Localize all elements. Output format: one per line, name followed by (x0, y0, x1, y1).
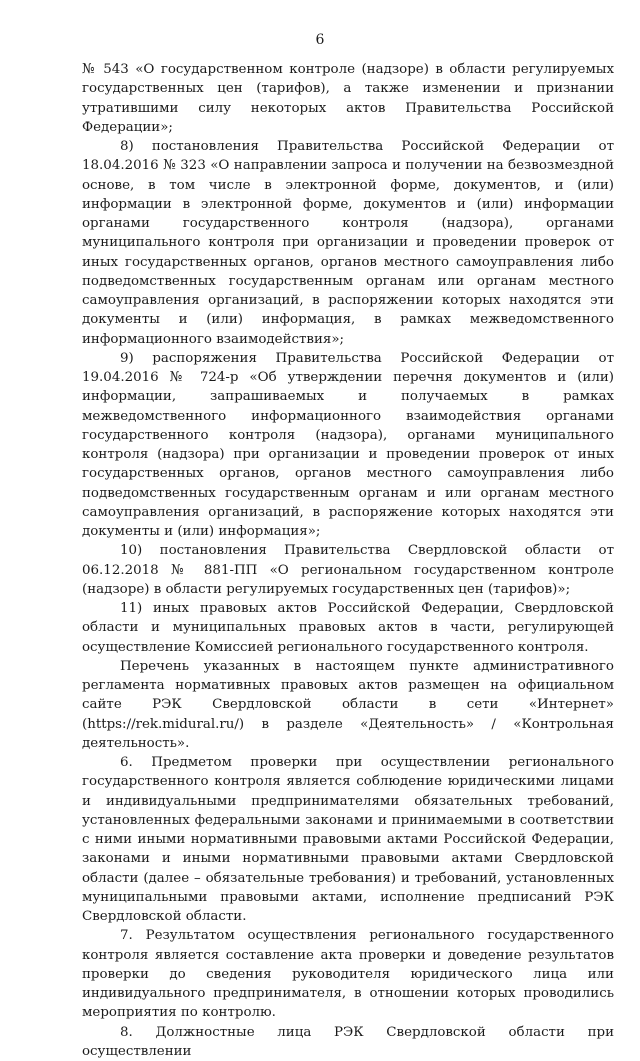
paragraph-list-reference: Перечень указанных в настоящем пункте административного регламента нормативных правовых актов размещен на официальном сайте РЭК Свердловской области в сети «Интернет» (https://rek.midural.ru/) в разделе «Деятельность» / «Контрольная деятельность». (82, 657, 614, 753)
body-text (82, 60, 614, 1061)
paragraph-item-9: 9) распоряжения Правительства Российской Федерации от 19.04.2016 № 724-р «Об утверждении перечня документов и (или) информации, запрашиваемых и получаемых в рамках межведомственного информационного взаимодействия органами государственного контроля (надзора), органами муниципального контроля (надзора) при организации и проведении проверок от иных государственных органов, органов местного самоуправления либо подведомственных государственным органам и или органам местного самоуправления организаций, в распоряжение которых находятся эти документы и (или) информация»; (82, 349, 614, 542)
paragraph-section-8: 8. Должностные лица РЭК Свердловской области при осуществлении (82, 1023, 614, 1061)
page-number: 6 (0, 32, 640, 48)
paragraph-continuation: № 543 «О государственном контроле (надзоре) в области регулируемых государственных цен (тарифов), а также изменении и признании утратившими силу некоторых актов Правительства Российской Федерации»; (82, 60, 614, 137)
paragraph-item-10: 10) постановления Правительства Свердловской области от 06.12.2018 № 881-ПП «О региональном государственном контроле (надзоре) в области регулируемых государственных цен (тарифов)»; (82, 541, 614, 599)
paragraph-item-11: 11) иных правовых актов Российской Федерации, Свердловской области и муниципальных правовых актов в части, регулирующей осуществление Комиссией регионального государственного контроля. (82, 599, 614, 657)
paragraph-section-6: 6. Предметом проверки при осуществлении регионального государственного контроля является соблюдение юридическими лицами и индивидуальными предпринимателями обязательных требований, установленных федеральными законами и принимаемыми в соответствии с ними иными нормативными правовыми актами Российской Федерации, законами и иными нормативными правовыми актами Свердловской области (далее – обязательные требования) и требований, установленных муниципальными правовыми актами, исполнение предписаний РЭК Свердловской области. (82, 753, 614, 926)
paragraph-item-8: 8) постановления Правительства Российской Федерации от 18.04.2016 № 323 «О направлении запроса и получении на безвозмездной основе, в том числе в электронной форме, документов, и (или) информации в электронной форме, документов и (или) информации органами государственного контроля (надзора), органами муниципального контроля при организации и проведении проверок от иных государственных органов, органов местного самоуправления либо подведомственных государственным органам или органам местного самоуправления организаций, в распоряжении которых находятся эти документы и (или) информация, в рамках межведомственного информационного взаимодействия»; (82, 137, 614, 349)
paragraph-section-7: 7. Результатом осуществления регионального государственного контроля является составление акта проверки и доведение результатов проверки до сведения руководителя юридического лица или индивидуального предпринимателя, в отношении которых проводились мероприятия по контролю. (82, 926, 614, 1022)
